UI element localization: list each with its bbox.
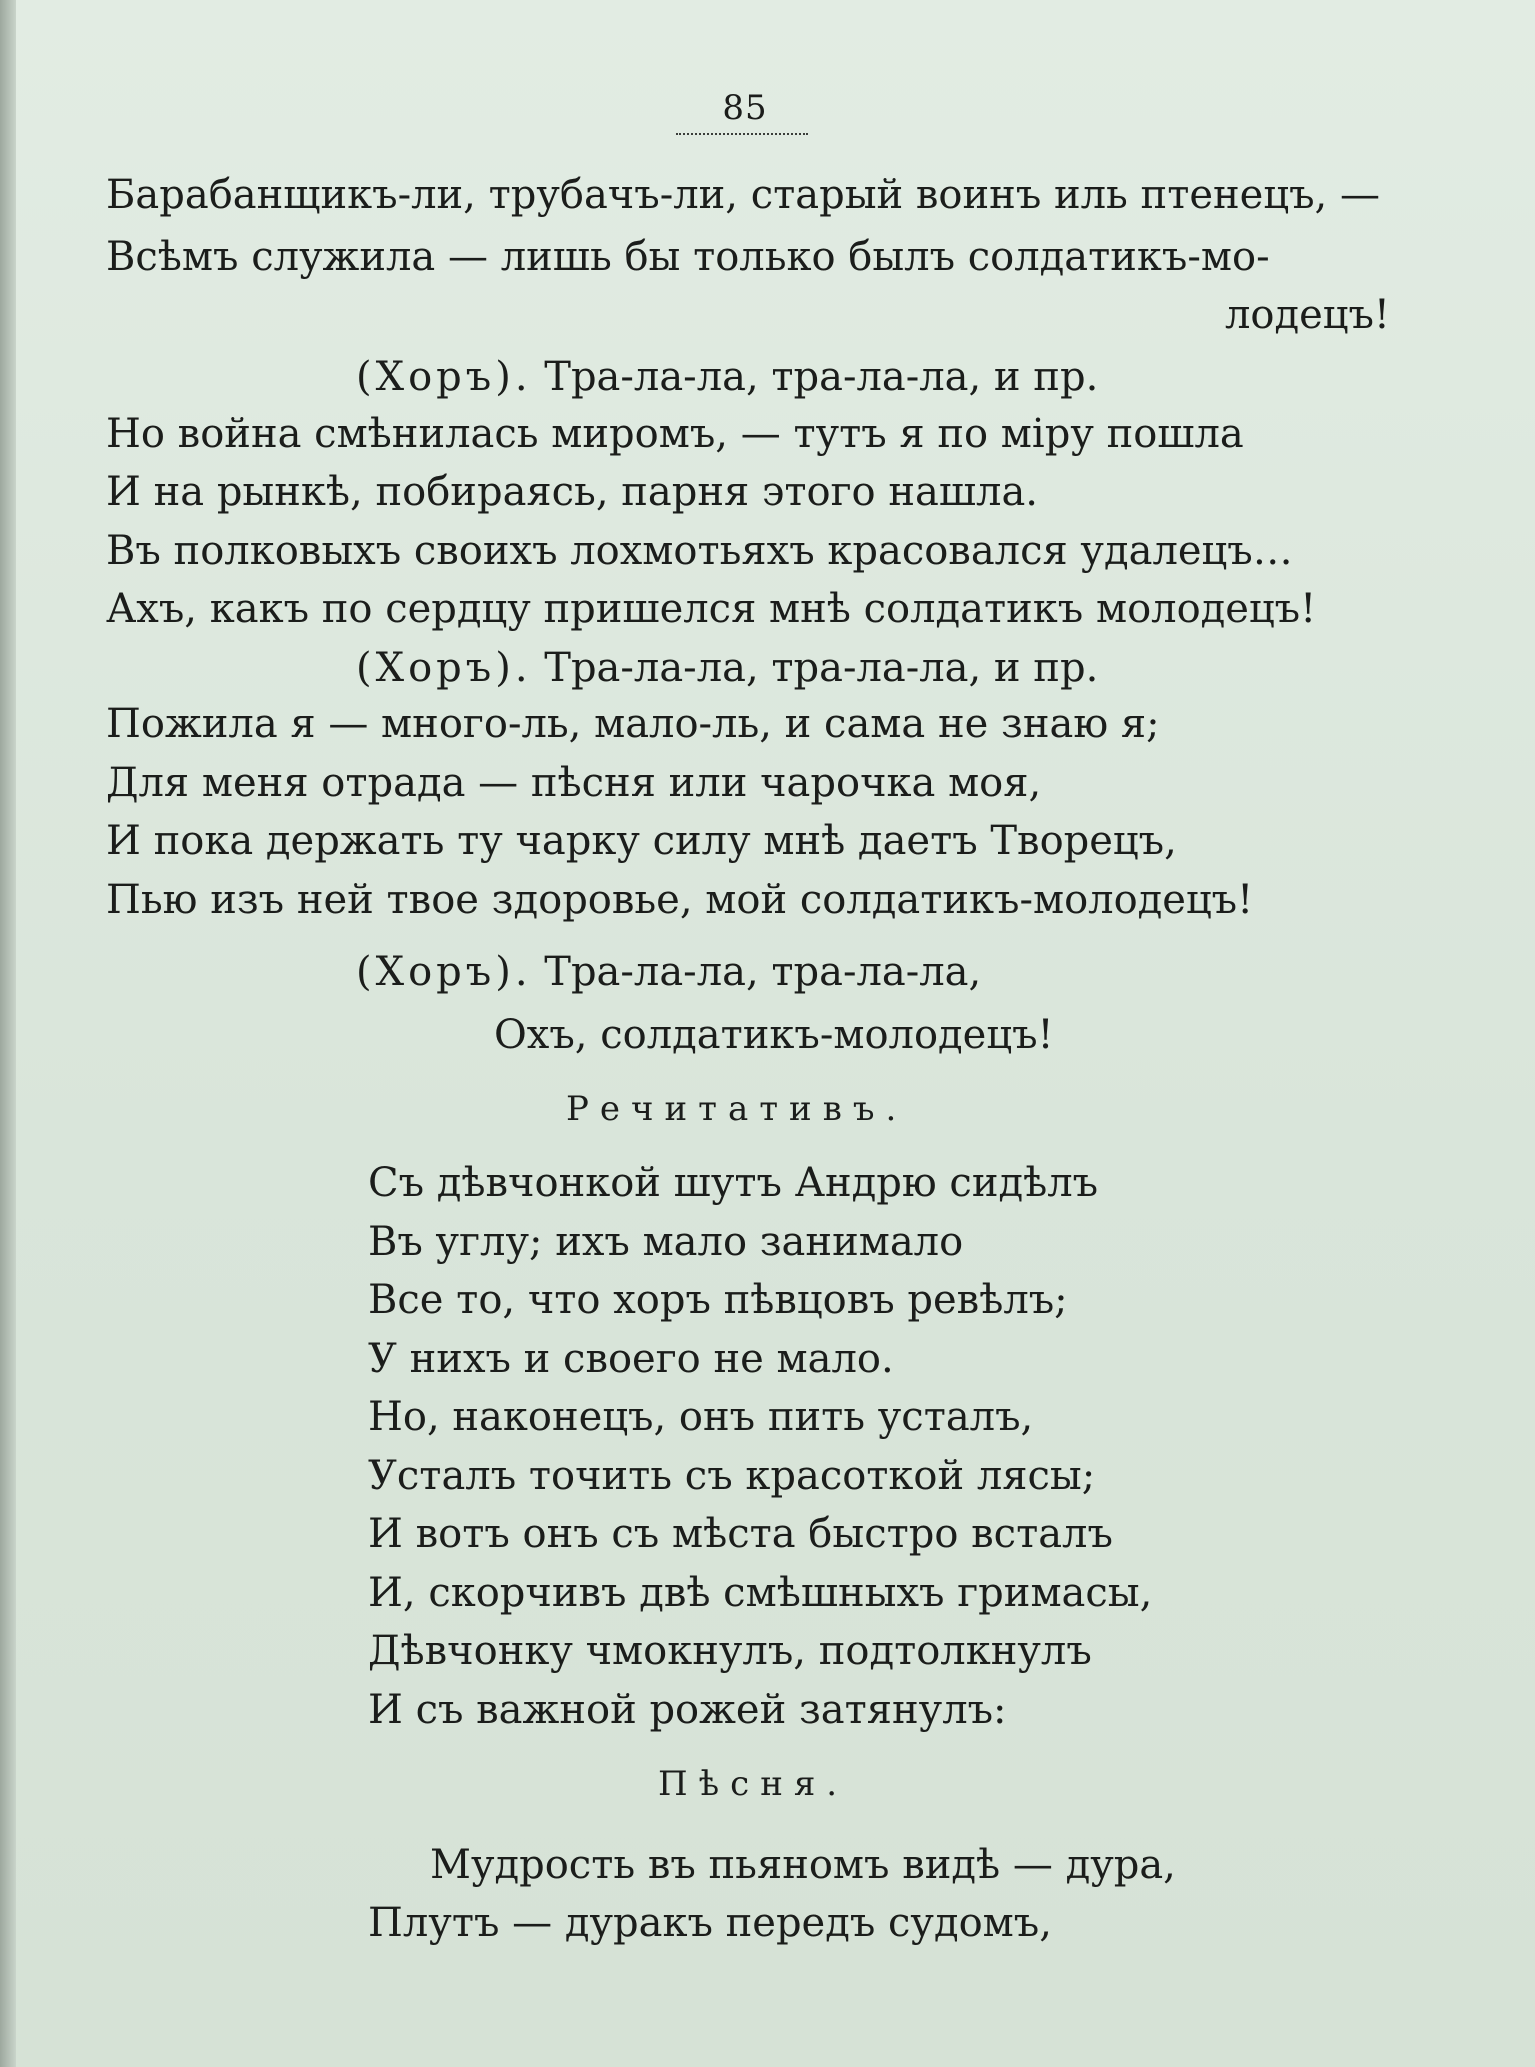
verse-line: Въ полковыхъ своихъ лохмотьяхъ красовался удалецъ… <box>106 528 1293 574</box>
chorus-line: Охъ, солдатикъ-молодецъ! <box>494 1012 1054 1058</box>
verse-line: Дѣвчонку чмокнулъ, подтолкнулъ <box>368 1628 1092 1674</box>
verse-line: Пью изъ ней твое здоровье, мой солдатикъ-молодецъ! <box>106 877 1254 923</box>
verse-line: И, скорчивъ двѣ смѣшныхъ гримасы, <box>368 1570 1153 1616</box>
song-line: Мудрость въ пьяномъ видѣ — дура, <box>430 1842 1176 1888</box>
verse-line-continuation: лодецъ! <box>1224 292 1390 338</box>
verse-line: Для меня отрада — пѣсня или чарочка моя, <box>106 760 1042 806</box>
verse-line: И на рынкѣ, побираясь, парня этого нашла. <box>106 469 1039 515</box>
chorus-text: Тра-ла-ла, тра-ла-ла, и пр. <box>544 354 1099 400</box>
chorus-text: Тра-ла-ла, тра-ла-ла, и пр. <box>544 645 1099 691</box>
verse-line: Но война смѣнилась миромъ, — тутъ я по міру пошла <box>106 411 1244 457</box>
section-heading-song: Пѣсня. <box>658 1764 849 1804</box>
verse-line: Съ дѣвчонкой шутъ Андрю сидѣлъ <box>368 1160 1099 1206</box>
page-number-rule <box>676 133 808 135</box>
chorus-line <box>356 639 1098 697</box>
verse-line: У нихъ и своего не мало. <box>368 1336 894 1382</box>
song-line: Плутъ — дуракъ передъ судомъ, <box>368 1900 1052 1946</box>
chorus-line <box>356 943 981 1001</box>
verse-line: Въ углу; ихъ мало занимало <box>368 1219 964 1265</box>
verse-line: Пожила я — много-ль, мало-ль, и сама не знаю я; <box>106 701 1160 747</box>
section-heading-recitative: Речитативъ. <box>566 1089 908 1129</box>
verse-line: Барабанщикъ-ли, трубачъ-ли, старый воинъ иль птенецъ, — <box>106 172 1380 218</box>
verse-line: И пока держать ту чарку силу мнѣ даетъ Творецъ, <box>106 818 1177 864</box>
page-edge-shadow <box>0 0 16 2067</box>
verse-line: Усталъ точить съ красоткой лясы; <box>368 1453 1096 1499</box>
verse-line: Все то, что хоръ пѣвцовъ ревѣлъ; <box>368 1277 1068 1323</box>
verse-line: Всѣмъ служила — лишь бы только былъ солдатикъ-мо- <box>106 234 1270 280</box>
chorus-label: (Хоръ). <box>356 645 532 691</box>
verse-line: Но, наконецъ, онъ пить усталъ, <box>368 1394 1034 1440</box>
verse-line: И съ важной рожей затянулъ: <box>368 1687 1007 1733</box>
page-number: 85 <box>722 88 768 128</box>
chorus-label: (Хоръ). <box>356 354 532 400</box>
verse-line: И вотъ онъ съ мѣста быстро всталъ <box>368 1511 1113 1557</box>
chorus-line <box>356 348 1098 406</box>
chorus-label: (Хоръ). <box>356 949 532 995</box>
chorus-text: Тра-ла-ла, тра-ла-ла, <box>544 949 982 995</box>
verse-line: Ахъ, какъ по сердцу пришелся мнѣ солдатикъ молодецъ! <box>106 586 1317 632</box>
